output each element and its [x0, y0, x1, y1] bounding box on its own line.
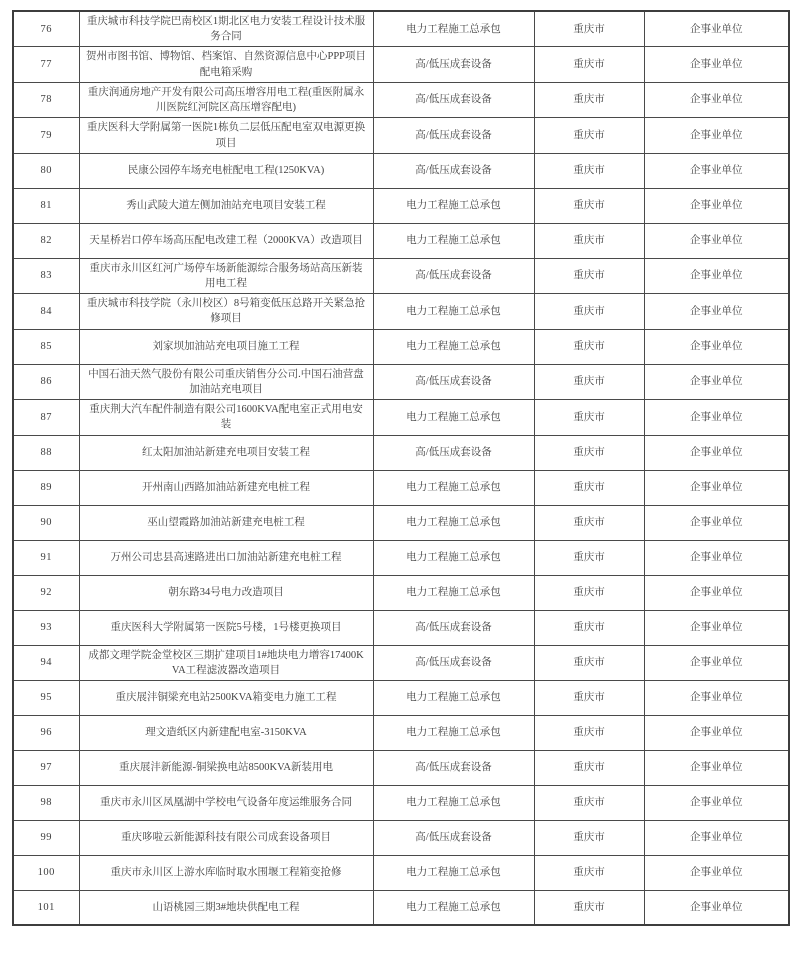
table-row — [13, 188, 789, 223]
project-name-cell: 重庆荆大汽车配件制造有限公司1600KVA配电室正式用电安装 — [79, 400, 373, 435]
table-row — [13, 258, 789, 293]
unit-type-cell: 企事业单位 — [644, 258, 789, 293]
row-number-cell: 98 — [13, 785, 79, 820]
project-name-cell: 红太阳加油站新建充电项目安装工程 — [79, 435, 373, 470]
table-row — [13, 400, 789, 435]
category-cell: 高/低压成套设备 — [373, 750, 534, 785]
city-cell: 重庆市 — [534, 329, 644, 364]
project-name-cell: 重庆展沣新能源-铜梁换电站8500KVA新装用电 — [79, 750, 373, 785]
project-name-cell: 朝东路34号电力改造项目 — [79, 575, 373, 610]
city-cell: 重庆市 — [534, 575, 644, 610]
project-name-cell: 重庆市永川区凤凰湖中学校电气设备年度运维服务合同 — [79, 785, 373, 820]
city-cell: 重庆市 — [534, 118, 644, 153]
city-cell: 重庆市 — [534, 188, 644, 223]
unit-type-cell: 企事业单位 — [644, 540, 789, 575]
table-row — [13, 855, 789, 890]
project-name-cell: 民康公园停车场充电桩配电工程(1250KVA) — [79, 153, 373, 188]
row-number-cell: 94 — [13, 645, 79, 680]
unit-type-cell: 企事业单位 — [644, 118, 789, 153]
city-cell: 重庆市 — [534, 223, 644, 258]
unit-type-cell: 企事业单位 — [644, 645, 789, 680]
project-name-cell: 天星桥岩口停车场高压配电改建工程（2000KVA）改造项目 — [79, 223, 373, 258]
city-cell: 重庆市 — [534, 820, 644, 855]
unit-type-cell: 企事业单位 — [644, 470, 789, 505]
city-cell: 重庆市 — [534, 153, 644, 188]
row-number-cell: 79 — [13, 118, 79, 153]
row-number-cell: 96 — [13, 715, 79, 750]
row-number-cell: 81 — [13, 188, 79, 223]
city-cell: 重庆市 — [534, 364, 644, 399]
unit-type-cell: 企事业单位 — [644, 223, 789, 258]
unit-type-cell: 企事业单位 — [644, 188, 789, 223]
category-cell: 电力工程施工总承包 — [373, 505, 534, 540]
unit-type-cell: 企事业单位 — [644, 153, 789, 188]
category-cell: 高/低压成套设备 — [373, 435, 534, 470]
table-row — [13, 820, 789, 855]
category-cell: 高/低压成套设备 — [373, 47, 534, 82]
category-cell: 电力工程施工总承包 — [373, 715, 534, 750]
table-row — [13, 82, 789, 117]
category-cell: 电力工程施工总承包 — [373, 188, 534, 223]
table-row — [13, 610, 789, 645]
category-cell: 电力工程施工总承包 — [373, 223, 534, 258]
table-row — [13, 153, 789, 188]
project-name-cell: 刘家坝加油站充电项目施工工程 — [79, 329, 373, 364]
project-name-cell: 理文造纸区内新建配电室-3150KVA — [79, 715, 373, 750]
category-cell: 电力工程施工总承包 — [373, 890, 534, 925]
city-cell: 重庆市 — [534, 610, 644, 645]
project-name-cell: 山语桃园三期3#地块供配电工程 — [79, 890, 373, 925]
project-name-cell: 重庆哆啦云新能源科技有限公司成套设备项目 — [79, 820, 373, 855]
project-name-cell: 重庆医科大学附属第一医院1栋负二层低压配电室双电源更换项目 — [79, 118, 373, 153]
unit-type-cell: 企事业单位 — [644, 505, 789, 540]
project-name-cell: 成都文理学院金堂校区三期扩建项目1#地块电力增容17400KVA工程滤波器改造项目 — [79, 645, 373, 680]
city-cell: 重庆市 — [534, 715, 644, 750]
row-number-cell: 89 — [13, 470, 79, 505]
unit-type-cell: 企事业单位 — [644, 47, 789, 82]
table-row — [13, 715, 789, 750]
unit-type-cell: 企事业单位 — [644, 82, 789, 117]
row-number-cell: 99 — [13, 820, 79, 855]
project-name-cell: 秀山武陵大道左侧加油站充电项目安装工程 — [79, 188, 373, 223]
row-number-cell: 97 — [13, 750, 79, 785]
table-row — [13, 575, 789, 610]
category-cell: 高/低压成套设备 — [373, 820, 534, 855]
table-row — [13, 750, 789, 785]
category-cell: 电力工程施工总承包 — [373, 400, 534, 435]
table-row — [13, 470, 789, 505]
table-row — [13, 435, 789, 470]
project-name-cell: 重庆城市科技学院巴南校区1期北区电力安装工程设计技术服务合同 — [79, 11, 373, 47]
unit-type-cell: 企事业单位 — [644, 750, 789, 785]
row-number-cell: 87 — [13, 400, 79, 435]
city-cell: 重庆市 — [534, 435, 644, 470]
unit-type-cell: 企事业单位 — [644, 575, 789, 610]
unit-type-cell: 企事业单位 — [644, 364, 789, 399]
table-row — [13, 680, 789, 715]
city-cell: 重庆市 — [534, 785, 644, 820]
project-name-cell: 重庆医科大学附属第一医院5号楼，1号楼更换项目 — [79, 610, 373, 645]
category-cell: 电力工程施工总承包 — [373, 11, 534, 47]
unit-type-cell: 企事业单位 — [644, 294, 789, 329]
row-number-cell: 84 — [13, 294, 79, 329]
category-cell: 电力工程施工总承包 — [373, 575, 534, 610]
city-cell: 重庆市 — [534, 47, 644, 82]
row-number-cell: 76 — [13, 11, 79, 47]
table-row — [13, 645, 789, 680]
city-cell: 重庆市 — [534, 400, 644, 435]
table-row — [13, 294, 789, 329]
city-cell: 重庆市 — [534, 505, 644, 540]
city-cell: 重庆市 — [534, 258, 644, 293]
table-row — [13, 540, 789, 575]
table-row — [13, 11, 789, 47]
unit-type-cell: 企事业单位 — [644, 785, 789, 820]
category-cell: 高/低压成套设备 — [373, 153, 534, 188]
project-name-cell: 重庆市永川区红河广场停车场新能源综合服务场站高压新装用电工程 — [79, 258, 373, 293]
project-name-cell: 重庆润通房地产开发有限公司高压增容用电工程(重医附属永川医院红河院区高压增容配电) — [79, 82, 373, 117]
category-cell: 电力工程施工总承包 — [373, 855, 534, 890]
table-row — [13, 505, 789, 540]
category-cell: 电力工程施工总承包 — [373, 785, 534, 820]
project-name-cell: 重庆城市科技学院（永川校区）8号箱变低压总路开关紧急抢修项目 — [79, 294, 373, 329]
category-cell: 电力工程施工总承包 — [373, 540, 534, 575]
projects-table — [12, 10, 790, 926]
projects-table-body — [13, 11, 789, 925]
category-cell: 高/低压成套设备 — [373, 118, 534, 153]
unit-type-cell: 企事业单位 — [644, 435, 789, 470]
city-cell: 重庆市 — [534, 294, 644, 329]
unit-type-cell: 企事业单位 — [644, 890, 789, 925]
city-cell: 重庆市 — [534, 855, 644, 890]
unit-type-cell: 企事业单位 — [644, 680, 789, 715]
unit-type-cell: 企事业单位 — [644, 715, 789, 750]
table-row — [13, 329, 789, 364]
category-cell: 高/低压成套设备 — [373, 364, 534, 399]
row-number-cell: 92 — [13, 575, 79, 610]
row-number-cell: 78 — [13, 82, 79, 117]
city-cell: 重庆市 — [534, 645, 644, 680]
row-number-cell: 100 — [13, 855, 79, 890]
row-number-cell: 86 — [13, 364, 79, 399]
project-name-cell: 中国石油天然气股份有限公司重庆销售分公司.中国石油营盘加油站充电项目 — [79, 364, 373, 399]
row-number-cell: 80 — [13, 153, 79, 188]
table-row — [13, 118, 789, 153]
city-cell: 重庆市 — [534, 890, 644, 925]
unit-type-cell: 企事业单位 — [644, 400, 789, 435]
row-number-cell: 88 — [13, 435, 79, 470]
row-number-cell: 95 — [13, 680, 79, 715]
table-row — [13, 47, 789, 82]
unit-type-cell: 企事业单位 — [644, 11, 789, 47]
table-row — [13, 890, 789, 925]
unit-type-cell: 企事业单位 — [644, 329, 789, 364]
city-cell: 重庆市 — [534, 11, 644, 47]
category-cell: 电力工程施工总承包 — [373, 329, 534, 364]
row-number-cell: 83 — [13, 258, 79, 293]
row-number-cell: 77 — [13, 47, 79, 82]
row-number-cell: 85 — [13, 329, 79, 364]
category-cell: 高/低压成套设备 — [373, 258, 534, 293]
table-row — [13, 364, 789, 399]
project-name-cell: 重庆市永川区上游水库临时取水围堰工程箱变抢修 — [79, 855, 373, 890]
unit-type-cell: 企事业单位 — [644, 610, 789, 645]
city-cell: 重庆市 — [534, 680, 644, 715]
project-name-cell: 开州南山西路加油站新建充电桩工程 — [79, 470, 373, 505]
category-cell: 电力工程施工总承包 — [373, 470, 534, 505]
city-cell: 重庆市 — [534, 470, 644, 505]
project-name-cell: 万州公司忠县高速路进出口加油站新建充电桩工程 — [79, 540, 373, 575]
unit-type-cell: 企事业单位 — [644, 820, 789, 855]
row-number-cell: 101 — [13, 890, 79, 925]
table-row — [13, 223, 789, 258]
project-name-cell: 贺州市图书馆、博物馆、档案馆、自然资源信息中心PPP项目配电箱采购 — [79, 47, 373, 82]
unit-type-cell: 企事业单位 — [644, 855, 789, 890]
row-number-cell: 93 — [13, 610, 79, 645]
city-cell: 重庆市 — [534, 82, 644, 117]
project-name-cell: 巫山望霞路加油站新建充电桩工程 — [79, 505, 373, 540]
category-cell: 高/低压成套设备 — [373, 645, 534, 680]
category-cell: 高/低压成套设备 — [373, 610, 534, 645]
table-row — [13, 785, 789, 820]
category-cell: 电力工程施工总承包 — [373, 294, 534, 329]
project-name-cell: 重庆展沣铜梁充电站2500KVA箱变电力施工工程 — [79, 680, 373, 715]
city-cell: 重庆市 — [534, 750, 644, 785]
category-cell: 高/低压成套设备 — [373, 82, 534, 117]
row-number-cell: 82 — [13, 223, 79, 258]
row-number-cell: 91 — [13, 540, 79, 575]
city-cell: 重庆市 — [534, 540, 644, 575]
category-cell: 电力工程施工总承包 — [373, 680, 534, 715]
row-number-cell: 90 — [13, 505, 79, 540]
